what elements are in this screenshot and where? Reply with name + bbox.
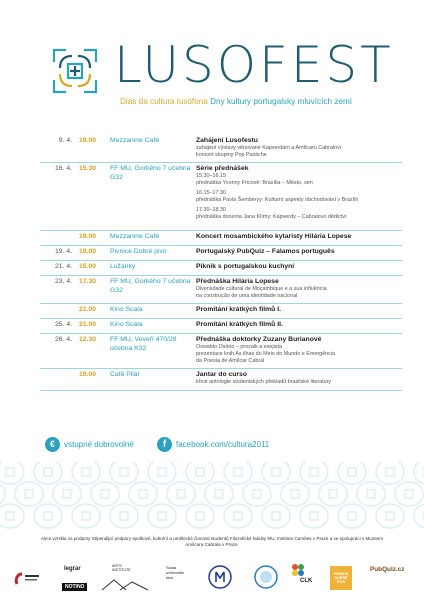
facebook-icon[interactable]: f <box>157 437 172 452</box>
event-info <box>196 247 416 256</box>
event-title: Portugalský PubQuiz – Falamos português <box>196 248 335 255</box>
event-title: Promítání krátkých filmů II. <box>196 321 283 329</box>
event-date: 25. 4. <box>54 321 72 329</box>
entry-fee-text: vstupné dobrovolné <box>64 440 134 449</box>
event-detail: přednáška docenta Jana Klímy: Kapverdy – Cabralovo dědictví <box>196 214 347 221</box>
event-info <box>196 277 416 300</box>
event-detail: Oswaldo Osório – prozaik a esejista <box>196 344 282 351</box>
event-place: Mezzanine Café <box>110 233 160 240</box>
event-detail: přednáška Yvonny Fricové: Brasília – Město, sen <box>196 180 313 187</box>
scala-logo: Scala univerzitní kino <box>166 565 185 580</box>
event-title: Koncert mosambického kytaristy Hilária Lopese <box>196 233 352 240</box>
event-title: Série přednášek <box>196 165 249 173</box>
camoes-logo-icon <box>14 572 40 586</box>
arts-institute-logo: ARTS INSTITUTE <box>112 564 131 572</box>
event-place: Pivnice Dobré pivo <box>110 248 167 255</box>
decorative-tile-pattern <box>0 462 424 530</box>
program-row <box>0 277 424 305</box>
footer-links <box>0 437 424 457</box>
euro-icon: € <box>45 437 60 452</box>
event-place: Kino Scala <box>110 321 143 329</box>
event-info <box>196 136 416 159</box>
event-info <box>196 262 416 271</box>
clk-logo-icon <box>291 563 305 577</box>
museum-logo-icon <box>100 578 150 592</box>
event-place: FF MU, Gorkého 7 učebna G32 <box>110 278 191 294</box>
program-row <box>0 136 424 164</box>
event-info <box>196 164 416 221</box>
program-row <box>0 164 424 232</box>
partner-logos <box>0 558 424 600</box>
support-statement: Akce vznikla za podpory Stipendijní podpory spolkové, kulturní a umělecké činnosti studentů Filozofické fakulty MU, Institutu Camões v Praze a ve spolupráci s Muzeem Amílcara Cabrala v Praze. <box>40 536 384 548</box>
event-time: 21.00 <box>79 306 97 314</box>
mu-logo-icon <box>207 564 233 590</box>
program-row <box>0 335 424 370</box>
event-title: Piknik s portugalskou kuchyní <box>196 263 295 270</box>
event-detail: 15.30–16.15 <box>196 173 226 180</box>
festival-title: LUSOFEST <box>114 36 394 94</box>
event-place: FF MU, Veveří 470/28 učebna K32 <box>110 336 177 353</box>
event-date: 23. 4. <box>54 278 72 285</box>
event-detail: přednáška Pavla Šemberyy: Kulturní aspekty obchodování v Brazílii <box>196 197 358 204</box>
event-info <box>196 320 416 329</box>
event-title: Promítání krátkých filmů I. <box>196 306 281 314</box>
row-divider <box>40 390 402 391</box>
pubquiz-logo: PubQuiz.cz <box>370 566 405 573</box>
event-title: Přednáška Hilária Lopese <box>196 278 279 285</box>
event-detail: da Poesia de Amílcar Cabral <box>196 358 265 365</box>
row-divider <box>40 318 402 319</box>
subtitle-portuguese: Dias da cultura lusófona <box>120 97 208 106</box>
event-time: 19.00 <box>79 137 97 144</box>
notino-logo: NOTINO <box>62 583 87 591</box>
event-place: FF MU, Gorkého 7 učebna G32 <box>110 165 191 182</box>
event-detail: koncert skupiny Pop Pastiche <box>196 152 267 158</box>
event-title: Jantar do curso <box>196 371 247 378</box>
header <box>0 0 424 125</box>
event-detail: Diversidade cultural de Moçambique e a sua influência <box>196 286 327 292</box>
clk-logo: CLK <box>300 578 313 584</box>
lusofest-emblem-icon <box>46 42 104 100</box>
event-detail: 16.15–17.30 <box>196 190 226 197</box>
event-place: Café Pilát <box>110 371 140 378</box>
legrar-logo: legrar <box>64 566 81 572</box>
row-divider <box>40 275 402 276</box>
row-divider <box>40 230 402 231</box>
event-date: 21. 4. <box>54 263 72 270</box>
event-date: 26. 4. <box>54 336 72 344</box>
event-time: 19.00 <box>79 233 97 240</box>
event-title: Přednáška doktorky Zuzany Burianové <box>196 336 322 344</box>
row-divider <box>40 260 402 261</box>
row-divider <box>40 368 402 369</box>
event-detail: prezentace knih As ilhas do Meio do Mundo e Emergência <box>196 351 336 358</box>
event-time: 17.30 <box>79 278 97 285</box>
event-detail: 17.30–18.30 <box>196 207 226 214</box>
subtitle-czech: Dny kultury portugalsky mluvících zemí <box>210 97 353 106</box>
faculty-logo-icon <box>253 564 279 590</box>
facebook-link[interactable]: facebook.com/cultura2011 <box>176 440 270 449</box>
event-time: 21.00 <box>79 321 97 329</box>
event-date: 16. 4. <box>54 165 72 173</box>
event-place: Kino Scala <box>110 306 143 314</box>
event-detail: na construção de uma identidade nacional <box>196 293 298 299</box>
event-info <box>196 370 416 386</box>
row-divider <box>40 333 402 334</box>
pivnice-logo: PIVNICE DOBRÉ PIVO <box>330 566 352 590</box>
event-date: 19. 4. <box>54 248 72 255</box>
event-time: 12.30 <box>79 336 97 344</box>
event-title: Zahájení Lusofestu <box>196 137 258 144</box>
event-date: 9. 4. <box>58 137 72 144</box>
event-place: Lužánky <box>110 263 136 270</box>
program-row <box>0 370 424 392</box>
event-detail: křest antologie studentských překladů brazilské literatury <box>196 379 332 385</box>
event-time: 19.00 <box>79 248 97 255</box>
event-detail: zahájení výstavy věnované Kapverdám a Amílcaru Cabralovi <box>196 145 342 151</box>
event-time: 15.30 <box>79 165 97 173</box>
event-info <box>196 232 416 241</box>
event-time: 19.00 <box>79 371 97 378</box>
row-divider <box>40 162 402 163</box>
row-divider <box>40 245 402 246</box>
event-time: 15.00 <box>79 263 97 270</box>
event-info <box>196 335 416 365</box>
festival-subtitle <box>120 97 352 106</box>
event-place: Mezzanine Café <box>110 137 160 144</box>
row-divider <box>40 303 402 304</box>
event-info <box>196 305 416 314</box>
